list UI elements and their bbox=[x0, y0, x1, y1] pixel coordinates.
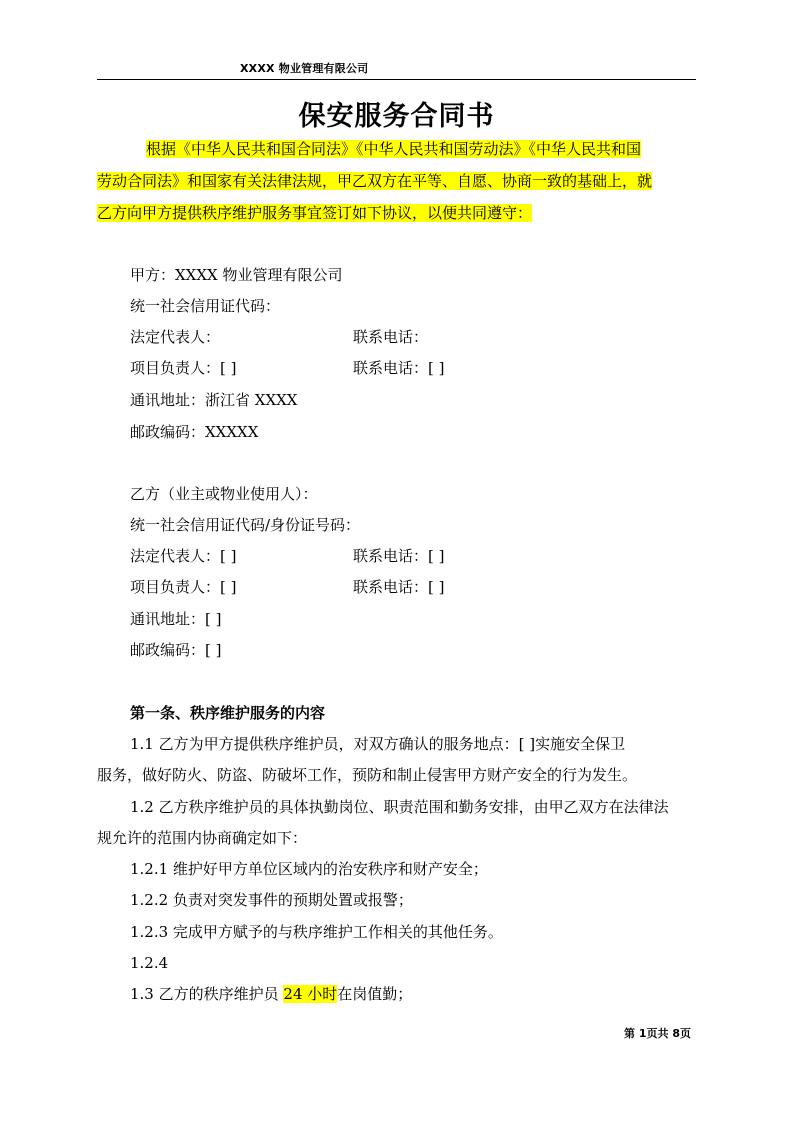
party-b-name: 乙方（业主或物业使用人）： bbox=[130, 485, 318, 503]
article-1-1-line-1: 1.1 乙方为甲方提供秩序维护员，对双方确认的服务地点：[ ]实施安全保卫 bbox=[130, 735, 626, 753]
intro-line-1 bbox=[146, 138, 641, 160]
article-1-2-line-1: 1.2 乙方秩序维护员的具体执勤岗位、职责范围和勤务安排，由甲乙双方在法律法 bbox=[130, 798, 669, 816]
article-1-2-4: 1.2.4 bbox=[130, 954, 169, 972]
article-1-3 bbox=[130, 983, 412, 1005]
intro-line-2 bbox=[97, 170, 652, 192]
page-header-company: XXXX 物业管理有限公司 bbox=[240, 62, 369, 75]
party-b-project-lead: 项目负责人：[ ] bbox=[130, 578, 237, 596]
party-a-legal-rep-phone: 联系电话： bbox=[353, 328, 429, 346]
party-a-credit-code: 统一社会信用证代码： bbox=[130, 297, 281, 315]
article-1-2-line-2: 规允许的范围内协商确定如下： bbox=[97, 829, 308, 847]
article-1-heading: 第一条、秩序维护服务的内容 bbox=[130, 704, 326, 722]
party-a-address: 通讯地址：浙江省 XXXX bbox=[130, 391, 298, 409]
article-1-1-line-2: 服务，做好防火、防盗、防破坏工作，预防和制止侵害甲方财产安全的行为发生。 bbox=[97, 766, 638, 784]
intro-text-3: 乙方向甲方提供秩序维护服务事宜签订如下协议，以便共同遵守： bbox=[97, 204, 533, 222]
article-1-3-before: 1.3 乙方的秩序维护员 bbox=[130, 985, 284, 1003]
party-a-name: 甲方：XXXX 物业管理有限公司 bbox=[130, 266, 343, 284]
page-footer-number: 第 1页共 8页 bbox=[624, 1027, 691, 1040]
intro-text-2: 劳动合同法》和国家有关法律法规，甲乙双方在平等、自愿、协商一致的基础上，就 bbox=[97, 172, 653, 190]
document-title: 保安服务合同书 bbox=[298, 101, 495, 132]
party-b-postcode: 邮政编码：[ ] bbox=[130, 641, 222, 659]
party-b-legal-rep-phone: 联系电话：[ ] bbox=[353, 547, 445, 565]
party-b-address: 通讯地址：[ ] bbox=[130, 610, 222, 628]
header-divider bbox=[97, 79, 696, 80]
article-1-2-1: 1.2.1 维护好甲方单位区域内的治安秩序和财产安全； bbox=[130, 860, 488, 878]
article-1-2-2: 1.2.2 负责对突发事件的预期处置或报警； bbox=[130, 891, 413, 909]
intro-text-1: 根据《中华人民共和国合同法》《中华人民共和国劳动法》《中华人民共和国 bbox=[146, 140, 642, 158]
party-b-project-lead-phone: 联系电话：[ ] bbox=[353, 578, 445, 596]
party-a-project-lead: 项目负责人：[ ] bbox=[130, 359, 237, 377]
article-1-3-highlight: 24 小时 bbox=[283, 985, 338, 1003]
party-a-legal-rep: 法定代表人： bbox=[130, 328, 221, 346]
party-a-postcode: 邮政编码：XXXXX bbox=[130, 423, 259, 441]
party-b-credit-code: 统一社会信用证代码/身份证号码： bbox=[130, 516, 361, 534]
party-b-legal-rep: 法定代表人：[ ] bbox=[130, 547, 237, 565]
article-1-2-3: 1.2.3 完成甲方赋予的与秩序维护工作相关的其他任务。 bbox=[130, 923, 503, 941]
party-a-project-lead-phone: 联系电话：[ ] bbox=[353, 359, 445, 377]
article-1-3-after: 在岗值勤； bbox=[337, 985, 413, 1003]
intro-line-3 bbox=[97, 202, 532, 224]
